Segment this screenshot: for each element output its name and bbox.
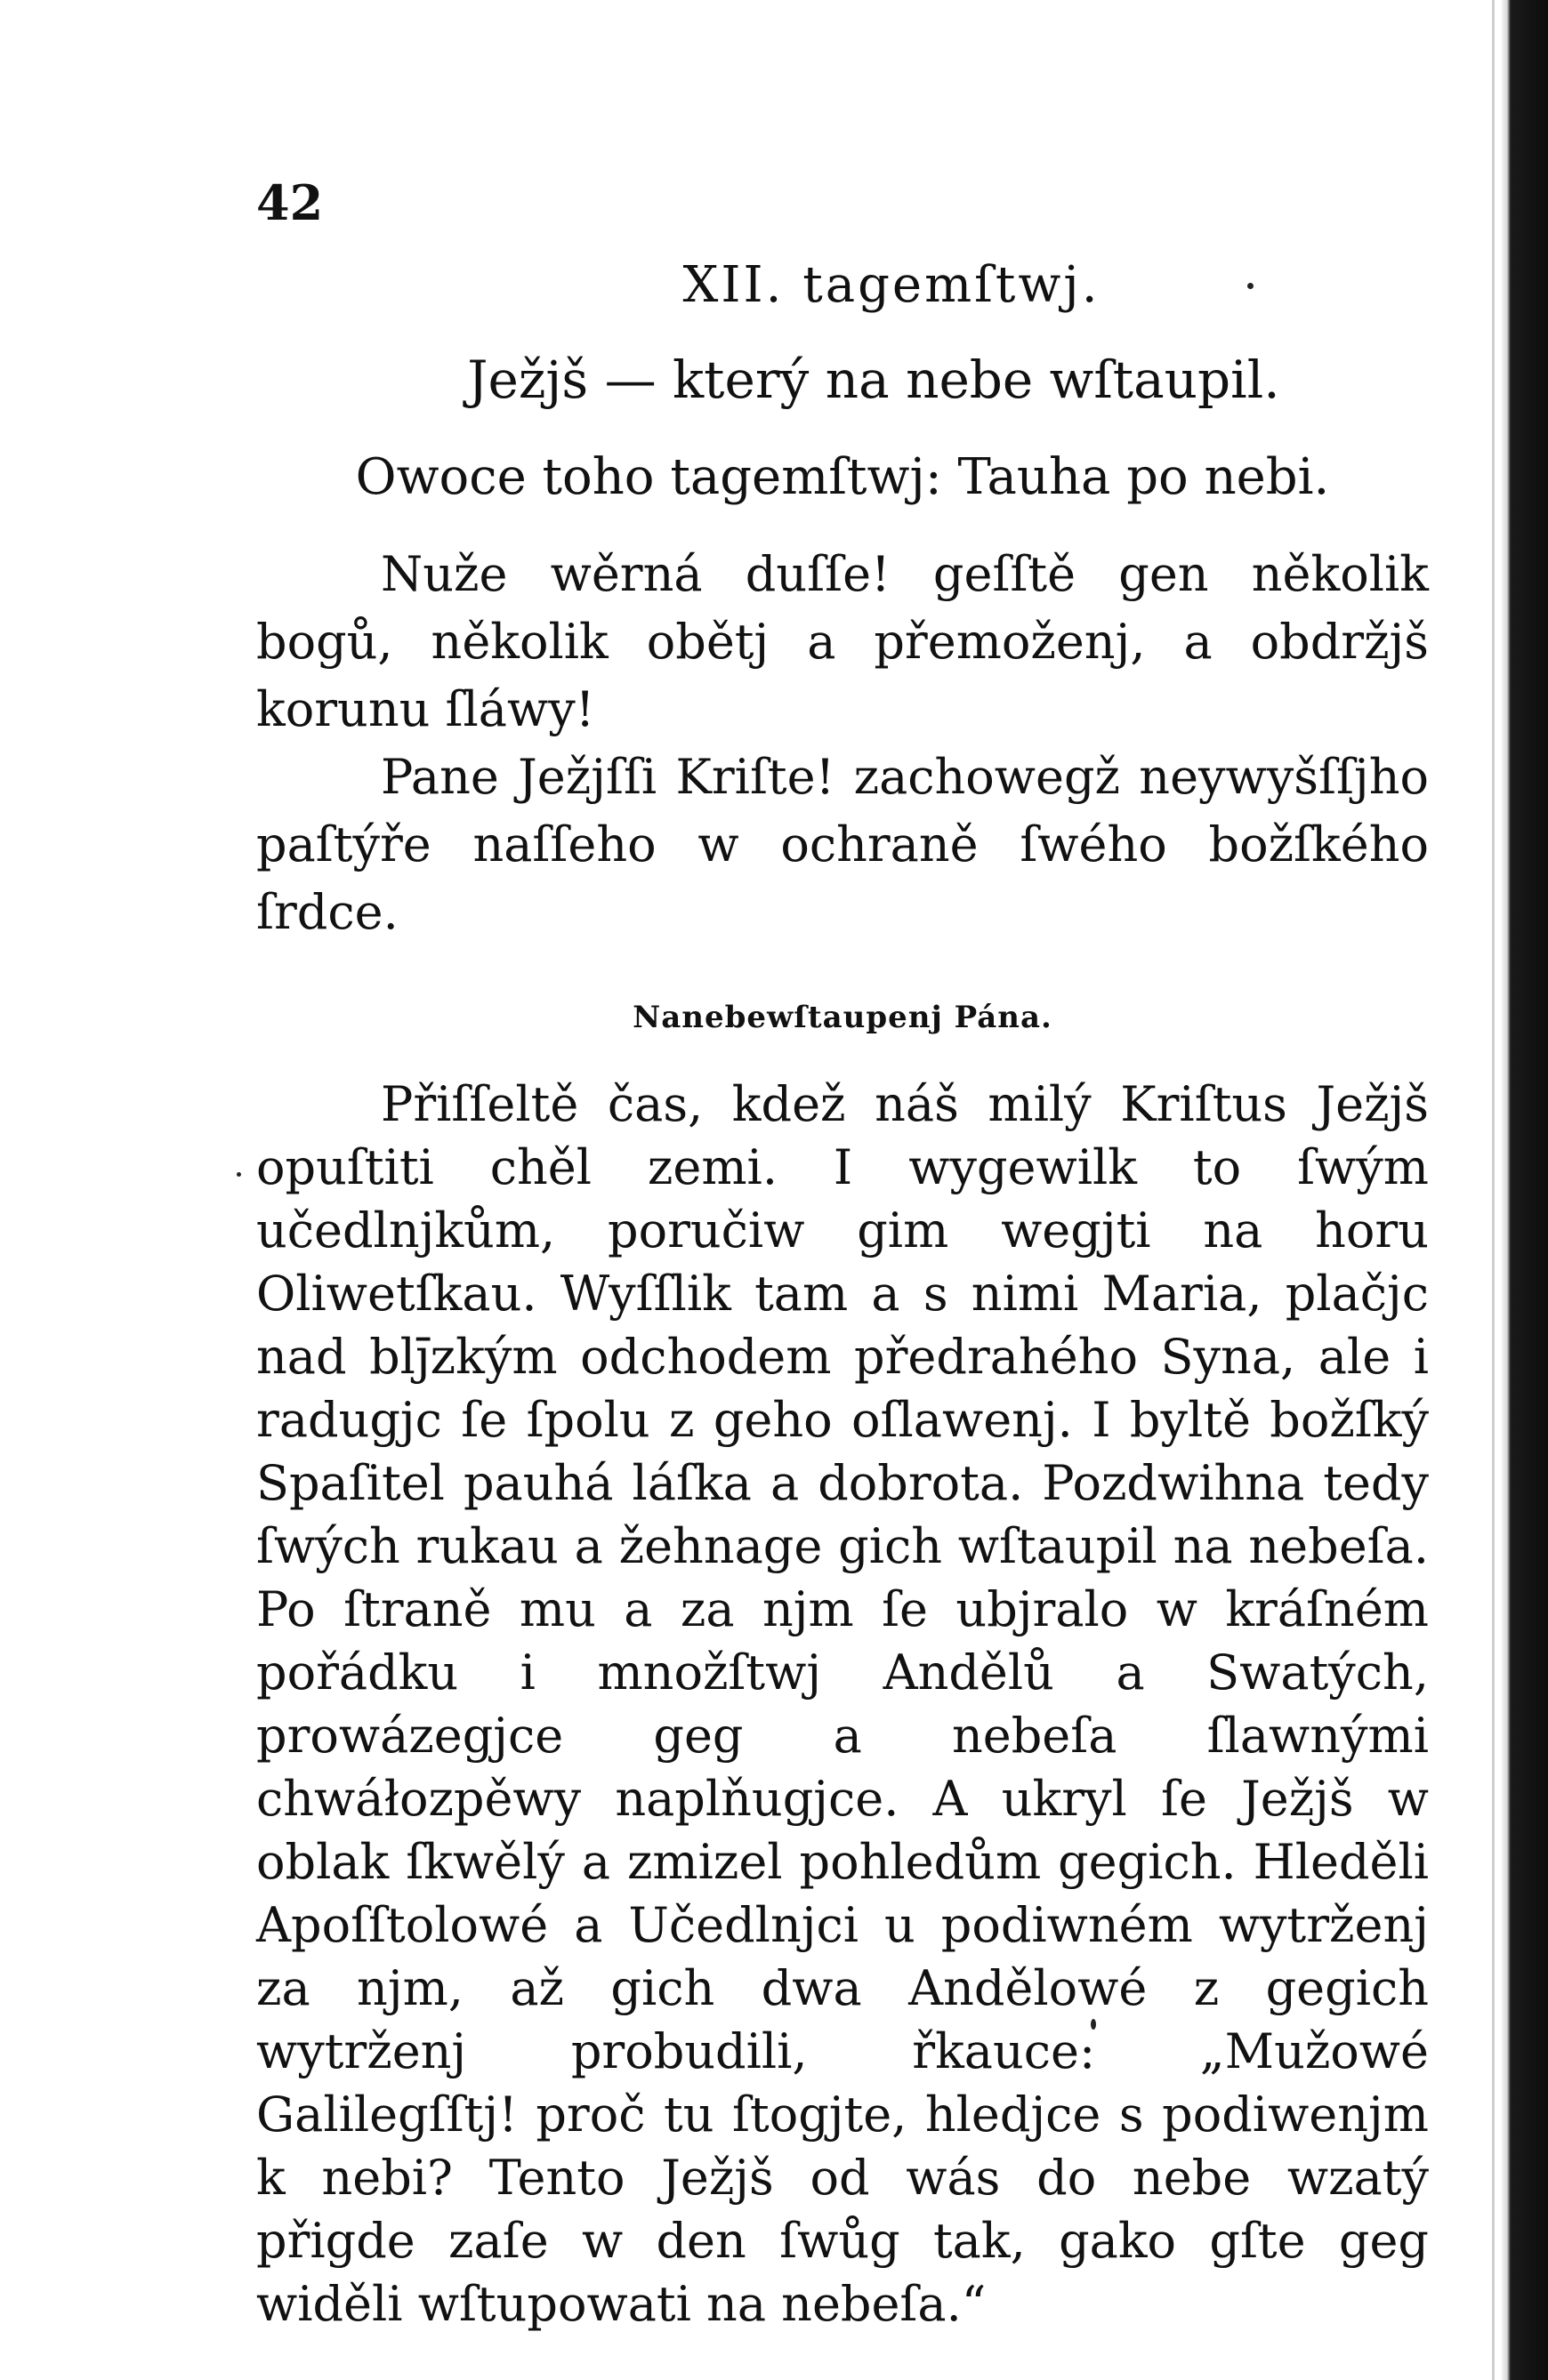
scan-speck (237, 1172, 241, 1177)
scan-edge-line (1492, 0, 1495, 2380)
section-title: Nanebewſtaupenj Pána. (633, 1000, 1052, 1035)
intro-paragraph: Nuže wěrná duſſe! geſſtě gen několik bogů, několik obětj a přemoženj, a obdržjš korunu ſláwy! (256, 546, 1429, 737)
intro-prayer: Pane Ježjſſi Kriſte! zachowegž neywyšſſjho paſtýře naſſeho w ochraně ſwého božſkého ſrdce. (256, 749, 1429, 940)
chapter-title: XII. tagemſtwj. (682, 256, 1101, 314)
book-page (256, 176, 1429, 2336)
page-number: 42 (256, 174, 324, 231)
body-paragraph: Přiſſeltě čas, kdež náš milý Kriſtus Ježjš opuſtiti chěl zemi. I wygewilk to ſwým učedlnjkům, poručiw gim wegjti na horu Oliwetſkau. Wyſſlik tam a s nimi Maria, plačjc nad blj̄zkým odchodem předrahého Syna, ale i radugjc ſe ſpolu z geho oſlawenj. I byltě božſký Spaſitel pauhá láſka a dobrota. Pozdwihna tedy ſwých rukau a žehnage gich wſtaupil na nebeſa. Po ſtraně mu a za njm ſe ubjralo w kráſném pořádku i množſtwj Andělů a Swatých, prowázegjce geg a nebeſa ſlawnými chwáłozpěwy naplňugjce. A ukryl ſe Ježjš w oblak ſkwělý a zmizel pohledům gegich. Hleděli Apoſſtolowé a Učedlnjci u podiwném wytrženj za njm, až gich dwa Andělowé z gegich wytrženj probudili, řkauce: „Mužowé Galilegſſtj! proč tu ſtogjte, hledjce s podiwenjm k nebi? Tento Ježjš od wás do nebe wzatý přigde zaſe w den ſwůg tak, gako gſte geg widěli wſtupowati na nebeſa.“ (256, 1076, 1429, 2332)
scan-page-edge (1502, 0, 1548, 2380)
mystery-subject: Ježjš — který na nebe wſtaupil. (467, 350, 1280, 410)
mystery-fruit: Owoce toho tagemſtwj: Tauha po nebi. (355, 448, 1330, 506)
